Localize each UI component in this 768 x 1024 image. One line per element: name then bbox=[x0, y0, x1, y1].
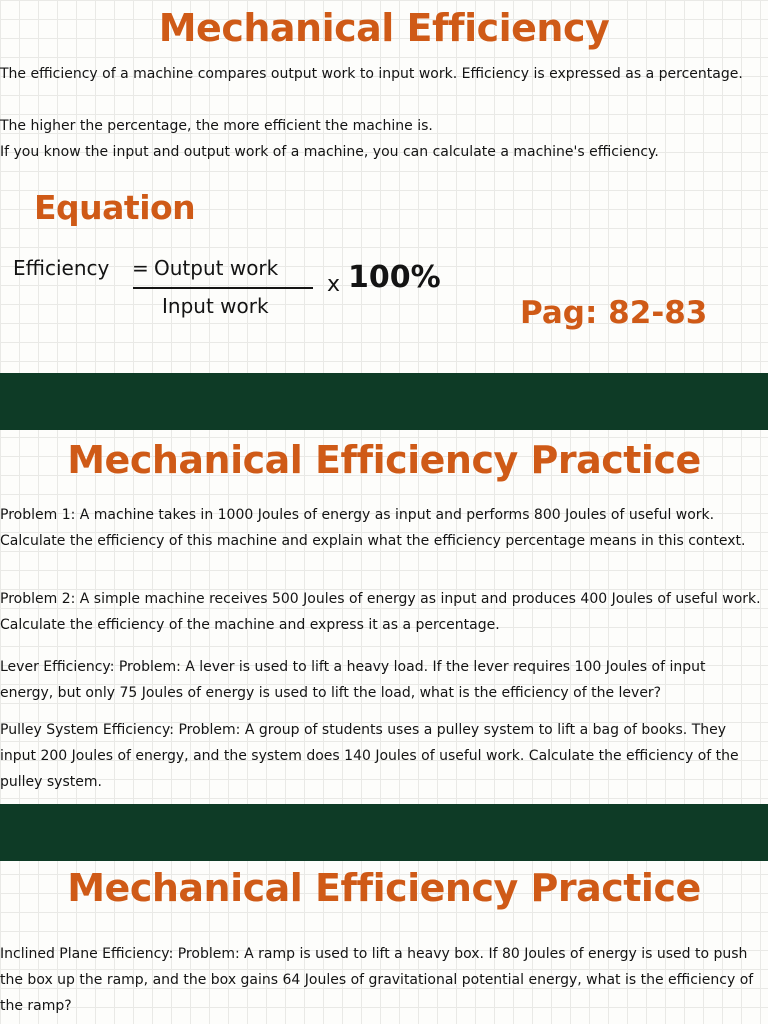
equation-equals: = bbox=[132, 256, 149, 280]
slide-3-title: Mechanical Efficiency Practice bbox=[67, 866, 701, 910]
divider-band-2 bbox=[0, 804, 768, 861]
intro-paragraph-2: The higher the percentage, the more efficient the machine is. bbox=[0, 118, 433, 134]
equation-times: x bbox=[327, 272, 341, 297]
page-reference: Pag: 82-83 bbox=[520, 295, 708, 331]
equation-numerator: Output work bbox=[154, 256, 279, 280]
practice-problem-inclined-plane: Inclined Plane Efficiency: Problem: A ramp is used to lift a heavy box. If 80 Joules of energy is used to push the box up the ramp, and the box gains 64 Joules of gravitational potential energy, what is the efficiency of the ramp? bbox=[0, 946, 754, 1014]
fraction-bar bbox=[133, 287, 313, 289]
slide-2-title: Mechanical Efficiency Practice bbox=[67, 438, 701, 482]
equation-denominator: Input work bbox=[162, 294, 269, 318]
practice-problem-2: Problem 2: A simple machine receives 500 Joules of energy as input and produces 400 Joules of useful work. Calculate the efficiency of the machine and express it as a percentage. bbox=[0, 591, 761, 633]
practice-problem-pulley: Pulley System Efficiency: Problem: A group of students uses a pulley system to lift a bag of books. They input 200 Joules of energy, and the system does 140 Joules of useful work. Calculate the efficiency of the pulley system. bbox=[0, 722, 739, 790]
practice-problem-1: Problem 1: A machine takes in 1000 Joules of energy as input and performs 800 Joules of useful work. Calculate the efficiency of this machine and explain what the efficiency percentage means in this context. bbox=[0, 507, 746, 549]
equation-factor: 100% bbox=[348, 260, 441, 295]
intro-paragraph-3: If you know the input and output work of a machine, you can calculate a machine's efficiency. bbox=[0, 144, 659, 160]
equation-lhs: Efficiency bbox=[13, 256, 110, 280]
slide-1-title: Mechanical Efficiency bbox=[158, 6, 610, 50]
divider-band-1 bbox=[0, 373, 768, 430]
intro-paragraph-1: The efficiency of a machine compares output work to input work. Efficiency is expressed as a percentage. bbox=[0, 66, 743, 82]
practice-problem-lever: Lever Efficiency: Problem: A lever is used to lift a heavy load. If the lever requires 100 Joules of input energy, but only 75 Joules of energy is used to lift the load, what is the efficiency of the lever? bbox=[0, 659, 706, 701]
equation-heading: Equation bbox=[34, 188, 196, 227]
